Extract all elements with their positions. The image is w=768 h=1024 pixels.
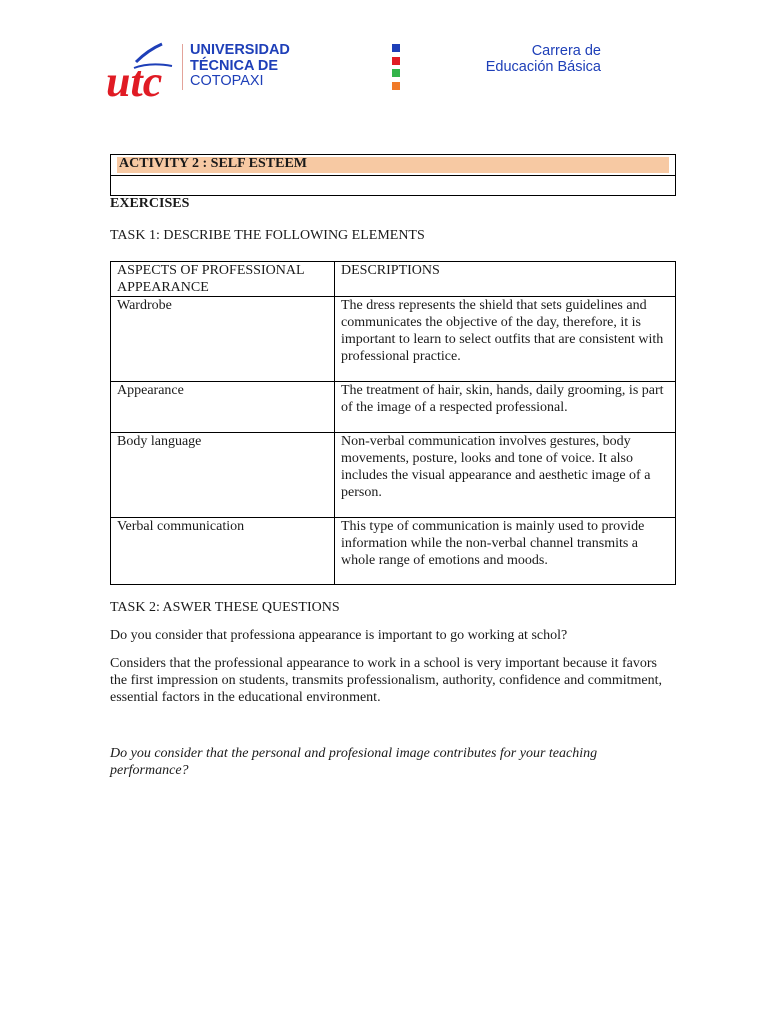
blue-square xyxy=(392,44,400,52)
red-square xyxy=(392,57,400,65)
table-header-row xyxy=(111,262,676,297)
activity-title-row xyxy=(111,155,675,176)
header-aspects: ASPECTS OF PROFESSIONAL APPEARANCE xyxy=(111,262,335,297)
table-row xyxy=(111,297,676,382)
green-square xyxy=(392,69,400,77)
aspect-cell: Verbal communication xyxy=(111,518,335,585)
career-line-2: Educación Básica xyxy=(485,59,601,75)
question-1: Do you consider that professiona appearance is important to go working at schol? xyxy=(110,628,568,643)
university-line-2: TÉCNICA DE xyxy=(190,57,279,74)
exercises-heading: EXERCISES xyxy=(110,196,190,211)
answer-1: Considers that the professional appearance to work in a school is very important because it favors the first impression on students, transmits professionalism, authority, confidence and commitment, essential factors in the educational environment. xyxy=(110,656,662,705)
logo-lettering: utc xyxy=(106,57,163,106)
description-cell: Non-verbal communication involves gestures, body movements, posture, looks and tone of voice. It also includes the visual appearance and aesthetic image of a person. xyxy=(335,433,676,518)
career-line-1: Carrera de xyxy=(531,43,601,59)
aspect-cell: Wardrobe xyxy=(111,297,335,382)
document-header xyxy=(0,0,768,130)
description-cell: The treatment of hair, skin, hands, daily grooming, is part of the image of a respected professional. xyxy=(335,382,676,433)
aspect-cell: Body language xyxy=(111,433,335,518)
university-line-3: COTOPAXI xyxy=(190,73,264,89)
table-row xyxy=(111,518,676,585)
header-descriptions: DESCRIPTIONS xyxy=(335,262,676,297)
utc-logo-icon xyxy=(104,40,176,108)
task2-heading: TASK 2: ASWER THESE QUESTIONS xyxy=(110,600,340,615)
activity-box xyxy=(110,154,676,196)
aspects-table xyxy=(110,261,676,585)
color-squares xyxy=(392,44,402,94)
orange-square xyxy=(392,82,400,90)
activity-title: ACTIVITY 2 : SELF ESTEEM xyxy=(119,156,308,171)
header-divider xyxy=(182,44,183,90)
university-line-1: UNIVERSIDAD xyxy=(190,42,290,58)
description-cell: The dress represents the shield that sets guidelines and communicates the objective of the day, therefore, it is important to learn to select outfits that are consistent with professional practice. xyxy=(335,297,676,382)
table-row xyxy=(111,382,676,433)
table-row xyxy=(111,433,676,518)
task1-heading: TASK 1: DESCRIBE THE FOLLOWING ELEMENTS xyxy=(110,228,425,243)
question-2: Do you consider that the personal and profesional image contributes for your teaching performance? xyxy=(110,746,598,778)
aspect-cell: Appearance xyxy=(111,382,335,433)
university-name xyxy=(190,43,290,90)
career-name xyxy=(440,43,601,75)
description-cell: This type of communication is mainly used to provide information while the non-verbal channel transmits a whole range of emotions and moods. xyxy=(335,518,676,585)
